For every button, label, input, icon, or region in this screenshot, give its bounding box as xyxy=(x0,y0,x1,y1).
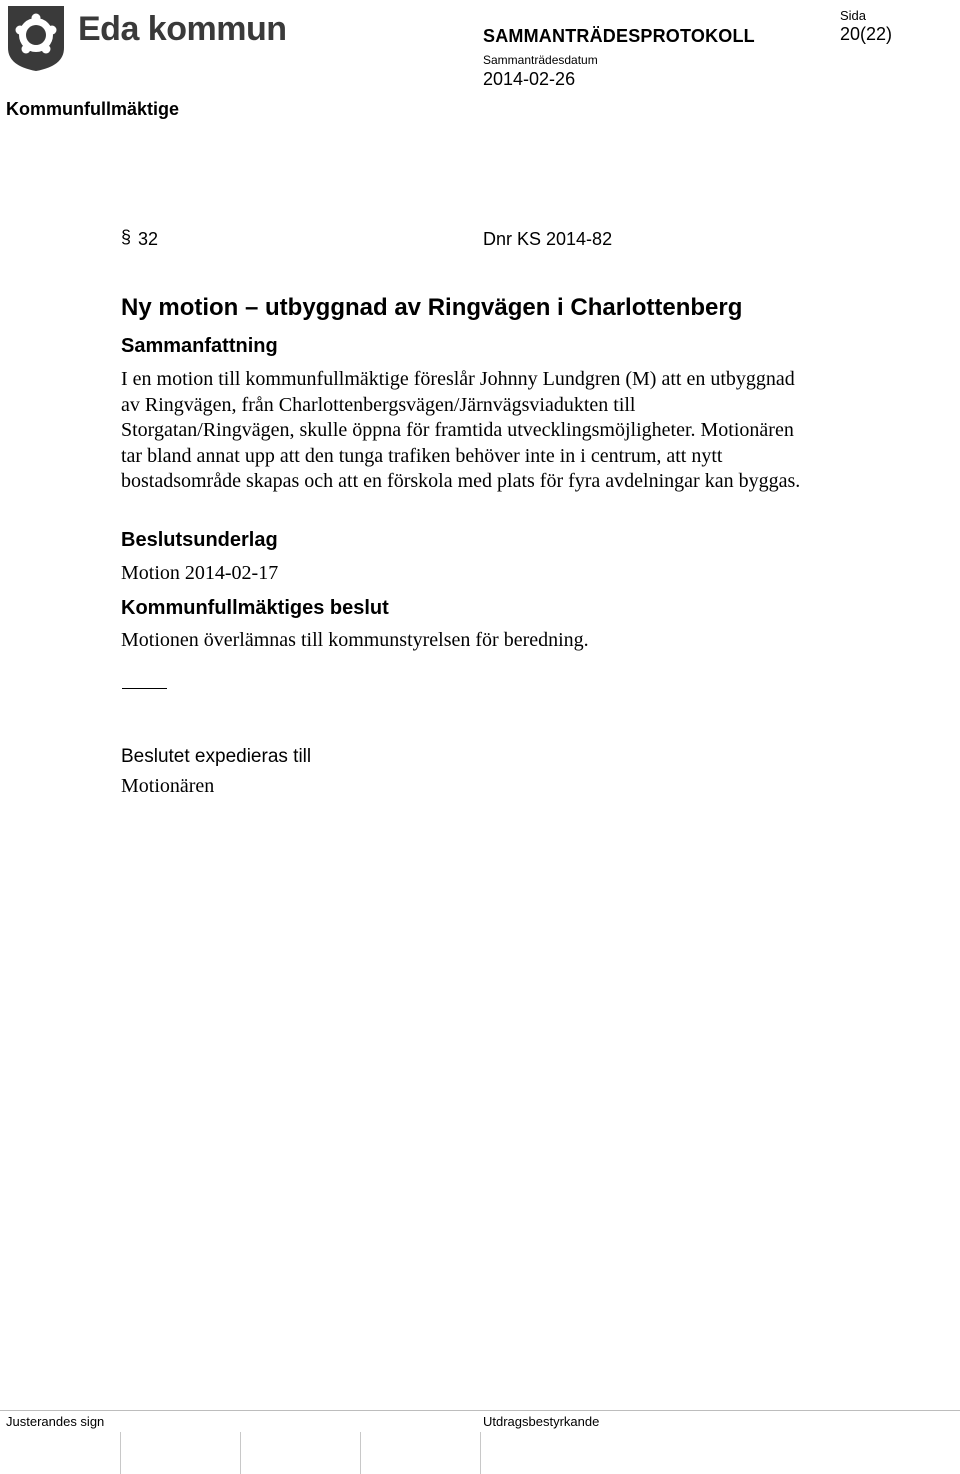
signature-box-divider xyxy=(480,1432,481,1474)
organization-name: Kommunfullmäktige xyxy=(6,99,180,119)
municipality-logo xyxy=(6,4,66,72)
footer-signature-label: Justerandes sign xyxy=(6,1414,105,1429)
distribution-recipient: Motionären xyxy=(121,775,215,797)
basis-text: Motion 2014-02-17 xyxy=(121,562,279,584)
footer-divider xyxy=(0,1410,960,1411)
paragraph-mark: § xyxy=(121,227,132,247)
paragraph-number: 32 xyxy=(138,229,159,249)
decision-heading: Kommunfullmäktiges beslut xyxy=(121,597,389,619)
signature-box-divider xyxy=(360,1432,361,1474)
document-type: SAMMANTRÄDESPROTOKOLL xyxy=(483,26,755,46)
signature-box-divider xyxy=(120,1432,121,1474)
decision-text: Motionen överlämnas till kommunstyrelsen för beredning. xyxy=(121,629,589,651)
meeting-date-label: Sammanträdesdatum xyxy=(483,53,598,67)
case-title: Ny motion – utbyggnad av Ringvägen i Charlottenberg xyxy=(121,294,743,321)
page-number: 20(22) xyxy=(840,24,893,44)
signature-box-divider xyxy=(240,1432,241,1474)
meeting-date: 2014-02-26 xyxy=(483,69,576,89)
case-number: Dnr KS 2014-82 xyxy=(483,229,613,249)
summary-heading: Sammanfattning xyxy=(121,335,278,357)
brand-name: Eda kommun xyxy=(78,10,287,48)
section-separator xyxy=(122,688,167,689)
distribution-label: Beslutet expedieras till xyxy=(121,746,312,767)
page-label: Sida xyxy=(840,8,867,23)
footer-certification-label: Utdragsbestyrkande xyxy=(483,1414,600,1429)
summary-text: I en motion till kommunfullmäktige föreslår Johnny Lundgren (M) att en utbyggnad av Ringvägen, från Charlottenbergsvägen/Järnvägsviadukten till Storgatan/Ringvägen, skulle öppna för framtida utvecklingsmöjligheter. Motionären tar bland annat upp att den tunga trafiken behöver inte in i centrum, att nytt bostadsområde skapas och att en förskola med plats för fyra avdelningar kan byggas. xyxy=(121,368,801,492)
basis-heading: Beslutsunderlag xyxy=(121,529,278,551)
